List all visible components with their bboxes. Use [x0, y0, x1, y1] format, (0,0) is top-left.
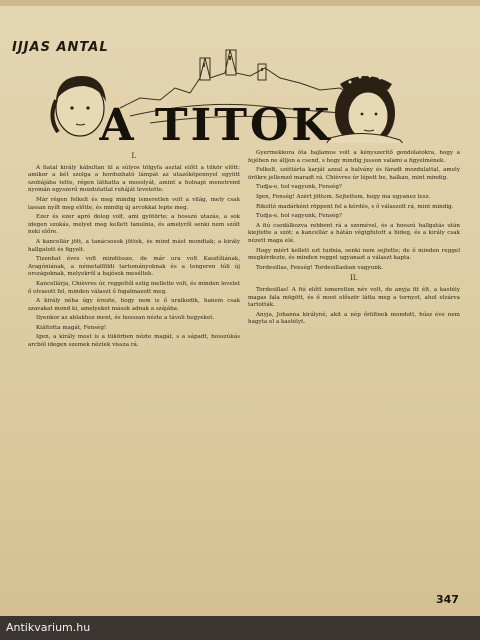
- right-portrait-icon: [325, 75, 405, 144]
- page-number: 347: [436, 593, 459, 606]
- paragraph: Már régen felkelt és meg mindig ismeretlen volt a világ, mely csak lassan nyílt meg előtte, és mindig új arcokkal lepte meg.: [28, 196, 240, 211]
- paragraph: Tudja-e, hol vagyunk, Fenség?: [256, 184, 342, 191]
- paragraph: A király néha úgy érezte, hogy nem is ő uralkodik, hanem csak szavakat mond ki, amelyeket mások adnak a szájába.: [28, 298, 240, 312]
- paragraph: Tordesillas! A fiú előtt ismeretlen név volt, de anyja itt élt, a kastély magas fala mögött, és ő most először látta meg a tornyot, ahol elzárva tartották.: [248, 286, 460, 309]
- paragraph: Tizenhat éves volt mindössze, de már ura volt Kasztíliának, Aragóniának, a németalföldi tartományoknak és a tengeren túli új országoknak, melyekről a hajósok meséltek.: [28, 256, 240, 278]
- paragraph: Tordesillas, Fenség! Tordesillasban vagyunk.: [256, 264, 384, 271]
- paragraph: Ilyenkor az ablakhoz ment, és hosszan nézte a távoli hegyeket.: [36, 315, 215, 322]
- paragraph: Igen, Fenség! Azért jöttem. Sejtettem, hogy ma ugyanez lesz.: [256, 193, 431, 200]
- watermark-text: Antikvarium.hu: [6, 621, 91, 634]
- section-number: II.: [350, 274, 358, 283]
- paragraph: Felkelt, széttárta karját azzal a halvány és fáradt mozdulattal, amely örökre jellemző maradt rá. Chièvres úr lépett be, halkan, mint mindig.: [248, 167, 460, 181]
- paragraph: A fiatal király kábultan ül a súlyos tölgyfa asztal előtt a tükör előtt: amikor a két szolga a hordozható lámpát az utazóköpennyel együtt szobájába tette, régen láthatta a mosolyát, amint a holnapi menetrend nyomán egyszerű mozdulattal ruháját levetette.: [28, 164, 240, 194]
- paragraph: Rikoltó madárként röppent fel a kérdés, s ő válaszolt rá, mint mindig.: [256, 203, 454, 210]
- left-column: [28, 150, 240, 352]
- paragraph: Kancellárja, Chièvres úr, reggeltől estig mellette volt, és minden levelet ő olvasott fel, minden választ ő fogalmazott meg.: [28, 280, 240, 295]
- paragraph: Kiáltotta magát, Fenség!: [36, 324, 107, 331]
- story-title: A TITOK: [99, 100, 333, 151]
- paragraph: Igen, a király most is a tükörben nézte magát, s a sápadt, hosszúkás arcból idegen szemek néztek vissza rá.: [28, 334, 240, 349]
- paragraph: Gyermekkora óta hajlamos volt a kényszerítő gondolatokra, hogy a fejében ne álljon a csend, s hogy mindig jusson valami a figyelmének.: [248, 150, 460, 164]
- top-edge: [0, 0, 480, 6]
- paragraph: Anyja, Johanna királyné, akit a nép őrültnek mondott, húsz éve nem hagyta el a kastélyt.: [248, 311, 460, 326]
- right-column: [248, 150, 460, 329]
- paragraph: Tudja-e, hol vagyunk, Fenség?: [256, 213, 342, 220]
- author-name: IJJAS ANTAL: [12, 40, 109, 55]
- section-number: I.: [131, 152, 137, 160]
- watermark-bar: [0, 616, 480, 640]
- paragraph: Ezer és ezer apró dolog volt, ami gyötörte; a hosszú utazás, a sok idegen szokás, melyet meg kellett tanulnia, és amelyről senki nem szólt neki előre.: [28, 214, 240, 236]
- paragraph: A kancellár jött, a tanácsosok jöttek, és mind mást mondtak; a király hallgatott és figyelt.: [28, 238, 240, 253]
- paragraph: Hogy miért kellett ezt tudnia, senki nem sejtette; de ő minden reggel megkérdezte, és minden reggel ugyanazt a választ kapta.: [248, 247, 460, 262]
- paragraph: A fiú csodálkozva rebbent rá a szemével, és a hosszú hallgatás után kiejtette a szót; a kancellár a hátán végigfutott a hideg, és a király csak nézett maga elé.: [248, 222, 460, 244]
